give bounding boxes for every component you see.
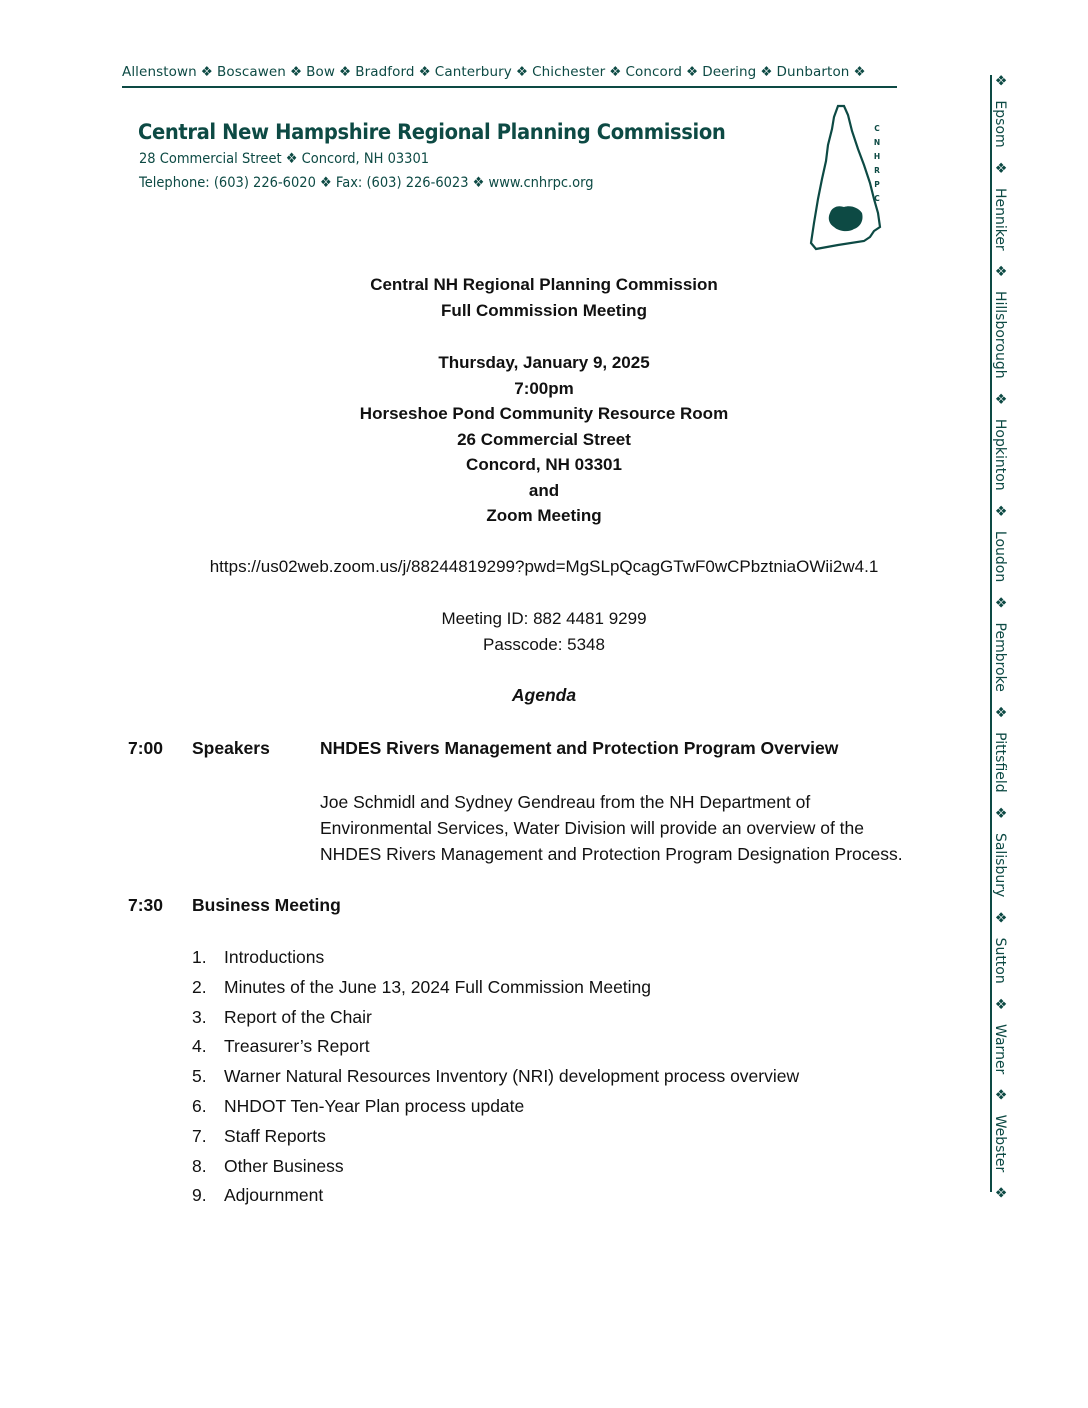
town-name: Webster xyxy=(992,1114,1008,1173)
business-time: 7:30 xyxy=(128,895,164,915)
description-line: Joe Schmidl and Sydney Gendreau from the NH Department of xyxy=(320,792,811,812)
org-address: 28 Commercial Street ❖ Concord, NH 03301 xyxy=(139,151,430,167)
meeting-id: Meeting ID: 882 4481 9299 xyxy=(441,609,647,628)
meeting-date: Thursday, January 9, 2025 xyxy=(438,353,650,372)
svg-text:R: R xyxy=(874,166,880,175)
zoom-link[interactable]: https://us02web.zoom.us/j/88244819299?pwd=MgSLpQcagGTwF0wCPbztniaOWii2w4.1 xyxy=(209,557,879,576)
town-name: Chichester xyxy=(532,64,606,80)
town-name: Warner xyxy=(992,1024,1008,1075)
item-text: Treasurer’s Report xyxy=(224,1036,370,1057)
town-name: Hopkinton xyxy=(992,418,1008,491)
separator-icon: ❖ xyxy=(992,1186,1008,1199)
svg-text:C: C xyxy=(874,124,880,133)
separator-icon: ❖ xyxy=(992,596,1008,609)
item-text: NHDOT Ten-Year Plan process update xyxy=(224,1095,525,1116)
svg-text:N: N xyxy=(873,138,881,147)
town-name: Epsom xyxy=(992,100,1008,148)
meeting-zoom: Zoom Meeting xyxy=(486,506,602,525)
separator-icon: ❖ xyxy=(289,64,303,80)
town-name: Pittsfield xyxy=(992,732,1008,793)
description-line: NHDES Rivers Management and Protection Program Designation Process. xyxy=(320,844,903,864)
town-name: Sutton xyxy=(992,937,1008,984)
list-item xyxy=(192,1153,799,1183)
separator-icon: ❖ xyxy=(992,161,1008,175)
list-item xyxy=(192,1093,799,1123)
item-number: 4. xyxy=(192,1036,207,1057)
item-number: 9. xyxy=(192,1185,207,1206)
separator-icon: ❖ xyxy=(418,64,431,80)
description-line: Environmental Services, Water Division will provide an overview of the xyxy=(320,818,865,838)
item-number: 2. xyxy=(192,976,207,997)
separator-icon: ❖ xyxy=(515,64,529,80)
org-contact: Telephone: (603) 226-6020 ❖ Fax: (603) 226-6023 ❖ www.cnhrpc.org xyxy=(139,175,594,191)
business-label: Business Meeting xyxy=(192,895,341,915)
agenda-title: Agenda xyxy=(511,685,577,705)
passcode: Passcode: 5348 xyxy=(483,635,605,654)
item-number: 3. xyxy=(192,1006,207,1027)
separator-icon: ❖ xyxy=(992,264,1008,278)
meeting-street: 26 Commercial Street xyxy=(457,429,631,449)
meeting-and: and xyxy=(528,480,560,500)
town-name: Salisbury xyxy=(992,832,1008,898)
list-item xyxy=(192,944,799,974)
separator-icon: ❖ xyxy=(992,997,1008,1011)
logo-text xyxy=(874,124,880,203)
letterhead-towns xyxy=(122,64,897,80)
letterhead-rule xyxy=(122,86,897,88)
item-text: Staff Reports xyxy=(224,1125,326,1146)
town-name: Bradford xyxy=(355,64,415,80)
meeting-subtitle: Full Commission Meeting xyxy=(441,300,647,320)
list-item xyxy=(192,1123,799,1153)
list-item xyxy=(192,974,799,1004)
separator-icon: ❖ xyxy=(992,705,1008,719)
separator-icon: ❖ xyxy=(609,64,622,80)
separator-icon: ❖ xyxy=(339,64,352,80)
meeting-title: Central NH Regional Planning Commission xyxy=(370,275,718,294)
item-number: 6. xyxy=(192,1095,207,1116)
meeting-location: Horseshoe Pond Community Resource Room xyxy=(359,404,729,423)
item-text: Warner Natural Resources Inventory (NRI) development process overview xyxy=(224,1066,800,1087)
town-name: Pembroke xyxy=(992,622,1008,692)
item-number: 1. xyxy=(192,947,207,967)
separator-icon: ❖ xyxy=(992,74,1008,87)
speakers-time: 7:00 xyxy=(128,738,164,758)
town-name: Henniker xyxy=(992,187,1008,251)
business-items xyxy=(192,944,799,1212)
item-text: Introductions xyxy=(224,947,325,967)
svg-text:H: H xyxy=(873,152,881,161)
town-name: Hillsborough xyxy=(992,290,1008,379)
town-name: Bow xyxy=(306,64,336,80)
town-name: Boscawen xyxy=(217,64,286,80)
list-item xyxy=(192,1182,799,1212)
separator-icon: ❖ xyxy=(992,1088,1008,1101)
svg-text:C: C xyxy=(874,194,880,203)
item-text: Other Business xyxy=(224,1155,344,1176)
meeting-city: Concord, NH 03301 xyxy=(466,455,622,474)
list-item xyxy=(192,1033,799,1063)
item-text: Minutes of the June 13, 2024 Full Commission Meeting xyxy=(224,976,652,997)
separator-icon: ❖ xyxy=(760,64,773,80)
list-item xyxy=(192,1063,799,1093)
item-number: 5. xyxy=(192,1066,207,1087)
town-name: Loudon xyxy=(992,530,1008,583)
separator-icon: ❖ xyxy=(686,64,699,80)
meeting-header xyxy=(0,272,1088,323)
town-name: Allenstown xyxy=(122,64,197,80)
speakers-topic: NHDES Rivers Management and Protection Program Overview xyxy=(320,738,839,758)
separator-icon: ❖ xyxy=(992,392,1008,405)
town-name: Canterbury xyxy=(434,64,512,80)
meeting-details xyxy=(0,350,1088,529)
item-number: 8. xyxy=(192,1155,207,1176)
speakers-description xyxy=(320,789,970,867)
separator-icon: ❖ xyxy=(853,64,866,80)
item-text: Report of the Chair xyxy=(224,1006,372,1027)
list-item xyxy=(192,1004,799,1034)
town-name: Dunbarton xyxy=(776,64,850,80)
separator-icon: ❖ xyxy=(200,64,213,80)
meeting-time: 7:00pm xyxy=(514,378,574,398)
separator-icon: ❖ xyxy=(992,504,1008,518)
town-name: Deering xyxy=(702,64,757,80)
speakers-label: Speakers xyxy=(192,738,270,758)
item-number: 7. xyxy=(192,1125,207,1146)
town-name: Concord xyxy=(625,64,682,80)
item-text: Adjournment xyxy=(224,1185,324,1206)
org-name: Central New Hampshire Regional Planning Commission xyxy=(138,120,726,144)
svg-text:P: P xyxy=(874,180,880,189)
nh-state-logo xyxy=(808,103,888,253)
separator-icon: ❖ xyxy=(992,911,1008,924)
separator-icon: ❖ xyxy=(992,806,1008,820)
